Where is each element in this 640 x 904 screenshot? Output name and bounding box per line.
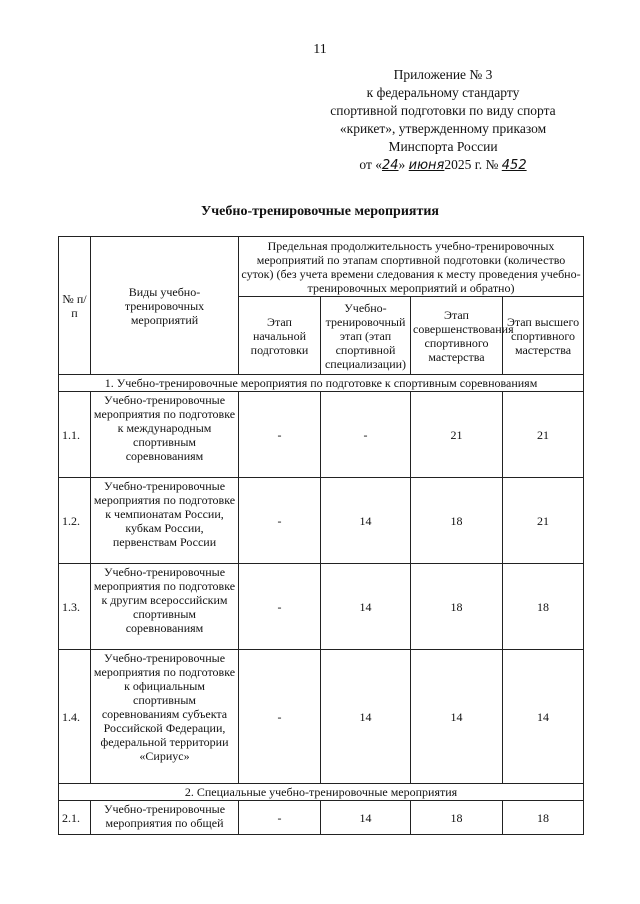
header-stage4: Этап высшего спортивного мастерства: [503, 297, 584, 375]
appendix-line: Минспорта России: [388, 139, 498, 154]
table-row: [59, 801, 584, 835]
row-stage3: 18: [411, 478, 503, 564]
row-stage1: -: [239, 650, 321, 784]
header-stage3: Этап совершенствования спортивного мастерства: [411, 297, 503, 375]
row-num: 1.2.: [59, 478, 91, 564]
table-row: [59, 564, 584, 650]
order-line: [290, 156, 596, 175]
row-stage4: 18: [503, 801, 584, 835]
row-num: 1.1.: [59, 392, 91, 478]
row-stage3: 21: [411, 392, 503, 478]
row-num: 1.3.: [59, 564, 91, 650]
row-stage2: -: [321, 392, 411, 478]
events-table: [58, 236, 584, 835]
appendix-header: [290, 66, 596, 175]
appendix-line: Приложение № 3: [393, 67, 493, 82]
header-stage1: Этап начальной подготовки: [239, 297, 321, 375]
row-stage1: -: [239, 564, 321, 650]
row-stage4: 18: [503, 564, 584, 650]
table-row: [59, 392, 584, 478]
row-num: 2.1.: [59, 801, 91, 835]
header-duration: Предельная продолжительность учебно-тренировочных мероприятий по этапам спортивной подготовки (количество суток) (без учета времени следования к месту проведения учебно-тренировочных мероприятий и обратно): [239, 237, 584, 297]
order-year: 2025 г. №: [444, 157, 502, 172]
row-num: 1.4.: [59, 650, 91, 784]
row-stage4: 14: [503, 650, 584, 784]
row-kind: Учебно-тренировочные мероприятия по общей: [91, 801, 239, 835]
table-row: [59, 478, 584, 564]
row-stage1: -: [239, 801, 321, 835]
order-day: 24: [381, 158, 399, 173]
row-kind: Учебно-тренировочные мероприятия по подготовке к официальным спортивным соревнованиям субъекта Российской Федерации, федеральной территории «Сириус»: [91, 650, 239, 784]
row-kind: Учебно-тренировочные мероприятия по подготовке к другим всероссийским спортивным соревнованиям: [91, 564, 239, 650]
row-stage2: 14: [321, 564, 411, 650]
section-title: 2. Специальные учебно-тренировочные мероприятия: [59, 784, 584, 801]
row-stage3: 14: [411, 650, 503, 784]
section-row: [59, 375, 584, 392]
order-prefix: от «: [359, 157, 382, 172]
header-stage2: Учебно-тренировочный этап (этап спортивной специализации): [321, 297, 411, 375]
row-stage1: -: [239, 392, 321, 478]
appendix-line: «крикет», утвержденному приказом: [339, 121, 547, 136]
row-stage3: 18: [411, 564, 503, 650]
order-mid: »: [398, 157, 409, 172]
order-month: июня: [408, 158, 445, 173]
row-kind: Учебно-тренировочные мероприятия по подготовке к международным спортивным соревнованиям: [91, 392, 239, 478]
header-num: № п/п: [59, 237, 91, 375]
row-stage4: 21: [503, 392, 584, 478]
header-kind: Виды учебно-тренировочных мероприятий: [91, 237, 239, 375]
appendix-line: спортивной подготовки по виду спорта: [330, 103, 556, 118]
row-stage1: -: [239, 478, 321, 564]
row-stage4: 21: [503, 478, 584, 564]
row-stage3: 18: [411, 801, 503, 835]
page-number: 11: [313, 42, 327, 57]
appendix-line: к федеральному стандарту: [366, 85, 520, 100]
row-kind: Учебно-тренировочные мероприятия по подготовке к чемпионатам России, кубкам России, первенствам России: [91, 478, 239, 564]
table-row: [59, 650, 584, 784]
row-stage2: 14: [321, 650, 411, 784]
page-title: Учебно-тренировочные мероприятия: [201, 204, 439, 219]
section-title: 1. Учебно-тренировочные мероприятия по подготовке к спортивным соревнованиям: [59, 375, 584, 392]
section-row: [59, 784, 584, 801]
order-number: 452: [501, 158, 527, 173]
row-stage2: 14: [321, 478, 411, 564]
row-stage2: 14: [321, 801, 411, 835]
table-header-row: [59, 237, 584, 297]
